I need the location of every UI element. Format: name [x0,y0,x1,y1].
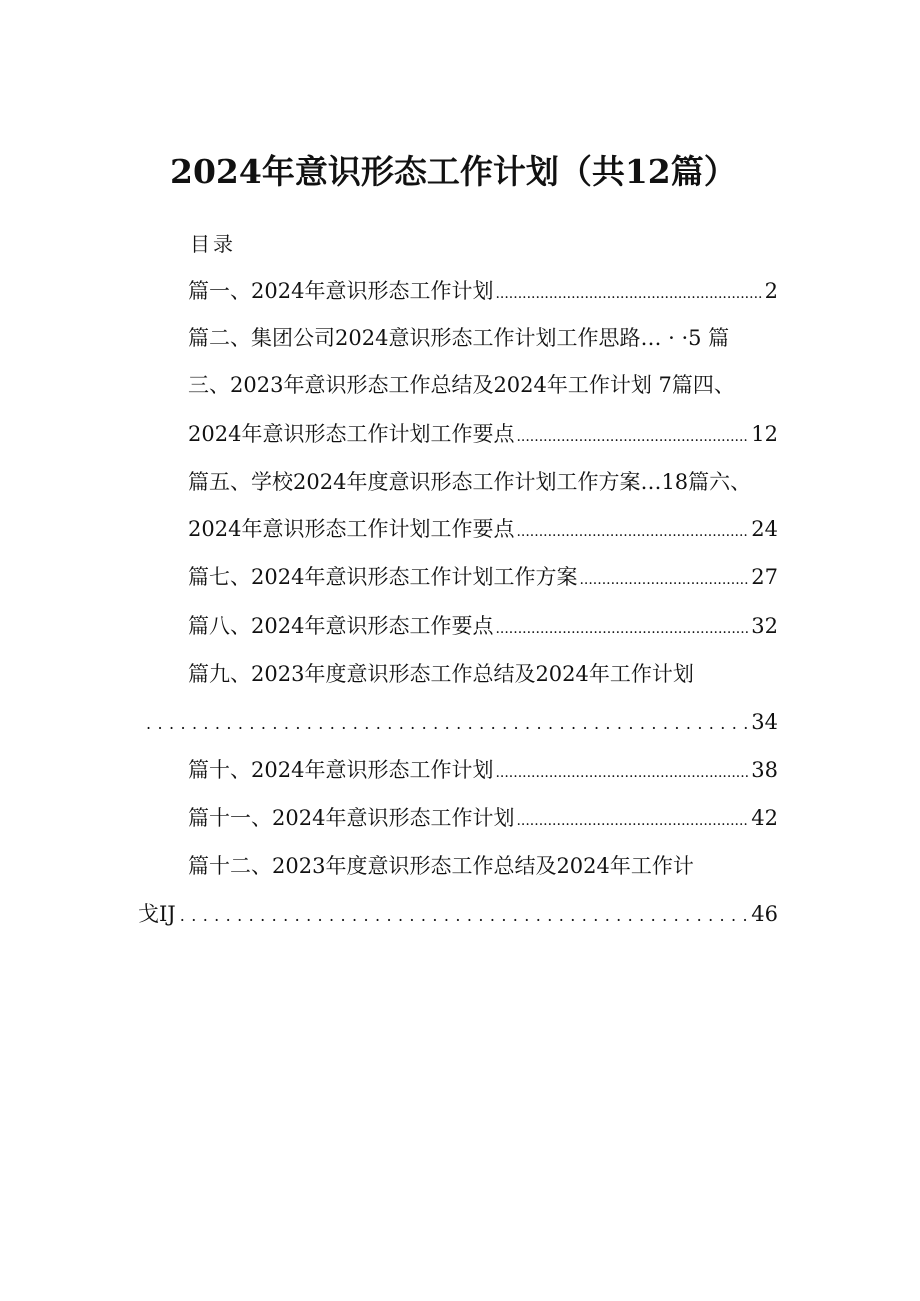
dot-leader [516,806,749,836]
toc-entry-1[interactable] [188,276,778,306]
toc-entry-page: 38 [751,758,778,782]
dot-leader [495,758,749,788]
toc-entry-page: 34 [751,710,778,734]
toc-entry-page: 2 [764,279,778,303]
dot-leader [495,614,749,644]
toc-entry-9[interactable]: 篇九、2023年度意识形态工作总结及2024年工作计划 [188,662,694,686]
toc-entry-9-continuation[interactable] [146,707,778,737]
toc-entry-page: 32 [751,614,778,638]
dot-leader [516,422,749,452]
toc-entry-label: 2024年意识形态工作计划工作要点 [188,422,515,446]
toc-entry-label: 篇一、2024年意识形态工作计划 [188,279,494,303]
dot-leader [180,901,752,931]
toc-entry-11[interactable] [188,803,778,833]
toc-entry-12-continuation[interactable] [138,899,778,929]
toc-entry-page: 27 [751,565,778,589]
toc-entry-label: 2024年意识形态工作计划工作要点 [188,517,515,541]
toc-entry-label: 篇十一、2024年意识形态工作计划 [188,806,515,830]
toc-entry-3[interactable]: 三、2023年意识形态工作总结及2024年工作计划 7篇四、 [188,373,735,397]
toc-entry-label: 篇七、2024年意识形态工作计划工作方案 [188,565,578,589]
toc-entry-label: 篇八、2024年意识形态工作要点 [188,614,494,638]
toc-entry-5[interactable]: 篇五、学校2024年度意识形态工作计划工作方案…18篇六、 [188,470,752,494]
toc-entry-page: 12 [751,422,778,446]
dot-leader [146,709,751,739]
dot-leader [495,279,762,309]
toc-entry-7[interactable] [188,562,778,592]
toc-entry-page: 46 [751,902,778,926]
toc-entry-4[interactable] [188,419,778,449]
dot-leader [516,517,749,547]
toc-entry-6[interactable] [188,514,778,544]
toc-entry-page: 24 [751,517,778,541]
toc-entry-page: 42 [751,806,778,830]
toc-heading: 目录 [190,232,236,256]
toc-entry-label: 篇十、2024年意识形态工作计划 [188,758,494,782]
toc-entry-2[interactable]: 篇二、集团公司2024意识形态工作计划工作思路… · ·5 篇 [188,326,730,350]
toc-entry-label: 戈IJ [138,902,176,926]
toc-entry-8[interactable] [188,611,778,641]
document-title: 2024年意识形态工作计划（共12篇） [170,152,737,191]
toc-entry-10[interactable] [188,755,778,785]
dot-leader [579,565,749,595]
toc-entry-12[interactable]: 篇十二、2023年度意识形态工作总结及2024年工作计 [188,854,694,878]
